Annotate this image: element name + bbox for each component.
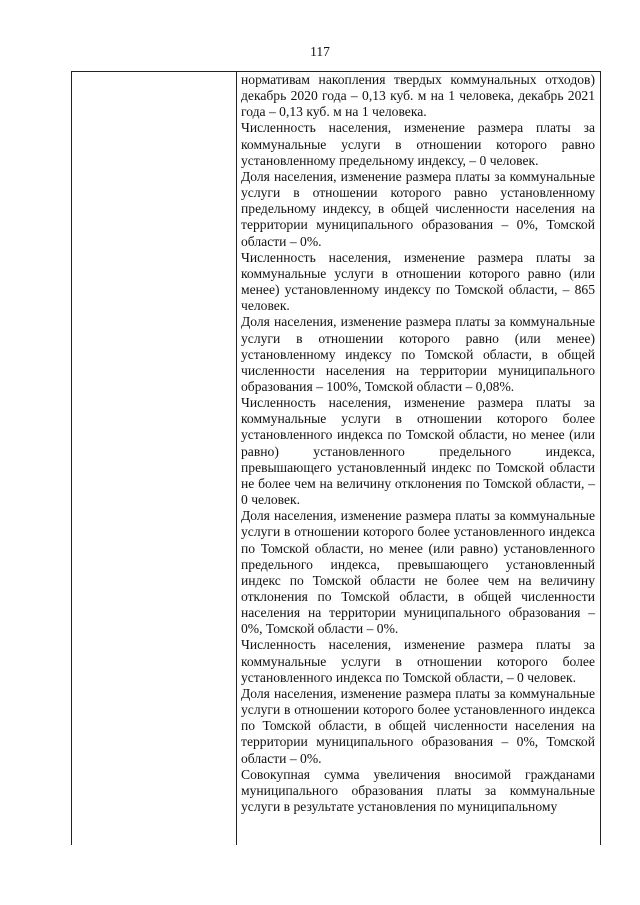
page-number: 117 (310, 44, 330, 59)
table-right-cell (241, 72, 595, 815)
paragraph-share-equal-limit: Доля населения, изменение размера платы за коммунальные услуги в отношении которого равно установленному предельному индексу, в общей численности населения на территории муниципального образования – 0%, Томской области – 0%. (241, 168, 595, 249)
paragraph-total-increase: Совокупная сумма увеличения вносимой гражданами муниципального образования платы за коммунальные услуги в результате установления по муниципальному (241, 766, 595, 815)
paragraph-population-above-index: Численность населения, изменение размера платы за коммунальные услуги в отношении которого более установленного индекса по Томской области, – 0 человек. (241, 637, 595, 685)
table-left-cell (72, 72, 236, 845)
paragraph-share-above-index-within-deviation: Доля населения, изменение размера платы за коммунальные услуги в отношении которого более установленного индекса по Томской области, но менее (или равно) установленного предельного индекса, превышающего установленный индекс по Томской области не более чем на величину отклонения по Томской области, в общей численности населения на территории муниципального образования – 0%, Томской области – 0%. (241, 508, 595, 637)
paragraph-share-within-index: Доля населения, изменение размера платы за коммунальные услуги в отношении которого равно (или менее) установленному индексу по Томской области, в общей численности населения на территории муниципального образования – 100%, Томской области – 0,08%. (241, 314, 595, 394)
paragraph-population-equal-limit: Численность населения, изменение размера платы за коммунальные услуги в отношении которого равно установленному предельному индексу, – 0 человек. (241, 120, 595, 168)
paragraph-norms-continuation: нормативам накопления твердых коммунальных отходов) декабрь 2020 года – 0,13 куб. м на 1 человека, декабрь 2021 года – 0,13 куб. м на 1 человека. (241, 72, 595, 120)
document-table (71, 71, 601, 845)
column-divider (236, 72, 237, 845)
paragraph-share-above-index: Доля населения, изменение размера платы за коммунальные услуги в отношении которого более установленного индекса по Томской области, в общей численности населения на территории муниципального образования – 0%, Томской области – 0%. (241, 685, 595, 766)
paragraph-population-within-index: Численность населения, изменение размера платы за коммунальные услуги в отношении которого равно (или менее) установленному индексу по Томской области, – 865 человек. (241, 249, 595, 314)
paragraph-population-above-index-within-deviation: Численность населения, изменение размера платы за коммунальные услуги в отношении которого более установленного индекса по Томской области, но менее (или равно) установленного предельного индекса, превышающего установленный индекс по Томской области не более чем на величину отклонения по Томской области, – 0 человек. (241, 395, 595, 508)
